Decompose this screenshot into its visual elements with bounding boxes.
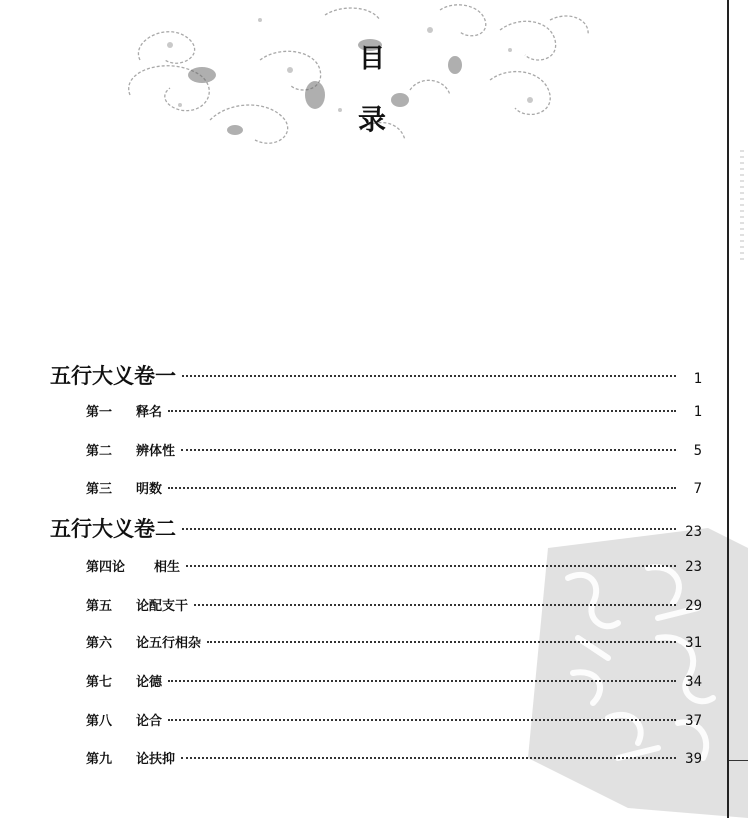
- toc-entry[interactable]: [86, 748, 702, 767]
- page-edge-tick: [729, 760, 748, 761]
- toc-section-title: 辨体性: [136, 444, 176, 459]
- toc-section-number: 第一: [86, 405, 113, 420]
- dot-leader: [194, 604, 676, 606]
- toc-page-number: 34: [685, 674, 702, 690]
- toc-entry[interactable]: [86, 556, 702, 575]
- dot-leader: [168, 680, 676, 682]
- toc-page-number: 31: [685, 635, 702, 651]
- dot-leader: [207, 641, 676, 643]
- toc-entry[interactable]: [86, 671, 702, 690]
- page-title-char-2: 录: [357, 103, 386, 136]
- page-title-char-1: 目: [358, 44, 385, 74]
- dot-leader: [168, 487, 676, 489]
- toc-section-number: 第二: [86, 444, 113, 459]
- toc-section-title: 释名: [136, 405, 163, 420]
- toc-page-number: 1: [693, 371, 702, 387]
- toc-section-number: 第五: [86, 599, 113, 614]
- toc-section-title: 论五行相杂: [136, 636, 202, 651]
- toc-entry[interactable]: [86, 440, 702, 459]
- dot-leader: [168, 410, 676, 412]
- toc-entry[interactable]: [86, 401, 702, 420]
- toc-page-number: 39: [685, 751, 702, 767]
- toc-entry[interactable]: [86, 632, 702, 651]
- dot-leader: [181, 449, 676, 451]
- toc-page-number: 5: [693, 443, 702, 459]
- toc-page-number: 37: [685, 713, 702, 729]
- toc-page-number: 23: [685, 524, 702, 540]
- dot-leader: [181, 757, 676, 759]
- toc-section-title: 论合: [136, 714, 163, 729]
- toc-section-number: 第九: [86, 752, 113, 767]
- dot-leader: [182, 528, 676, 530]
- toc-volume-1[interactable]: [50, 360, 702, 390]
- dot-leader: [168, 719, 676, 721]
- toc-volume-title: 五行大义卷一: [50, 363, 176, 388]
- toc-page-number: 23: [685, 559, 702, 575]
- toc-section-title: 论配支干: [136, 599, 189, 614]
- toc-section-number: 第八: [86, 714, 113, 729]
- seal-watermark-icon: [508, 508, 748, 818]
- toc-volume-title: 五行大义卷二: [50, 516, 176, 541]
- toc-section-title: 明数: [136, 482, 163, 497]
- dot-leader: [186, 565, 676, 567]
- toc-entry[interactable]: [86, 478, 702, 497]
- toc-section-number: 第三: [86, 482, 113, 497]
- toc-entry[interactable]: [86, 710, 702, 729]
- toc-section-title: 论德: [136, 675, 163, 690]
- toc-volume-2[interactable]: [50, 513, 702, 543]
- dot-leader: [182, 375, 676, 377]
- toc-page-number: 29: [685, 598, 702, 614]
- toc-section-number: 第七: [86, 675, 113, 690]
- toc-section-title: 论扶抑: [136, 752, 176, 767]
- page-edge-bleed: [740, 150, 744, 260]
- toc-page-number: 7: [693, 481, 702, 497]
- toc-section-number: 第四论: [86, 560, 126, 575]
- toc-section-number: 第六: [86, 636, 113, 651]
- toc-section-title: 相生: [154, 560, 181, 575]
- toc-entry[interactable]: [86, 595, 702, 614]
- page-edge-rule: [727, 0, 729, 818]
- toc-page-number: 1: [693, 404, 702, 420]
